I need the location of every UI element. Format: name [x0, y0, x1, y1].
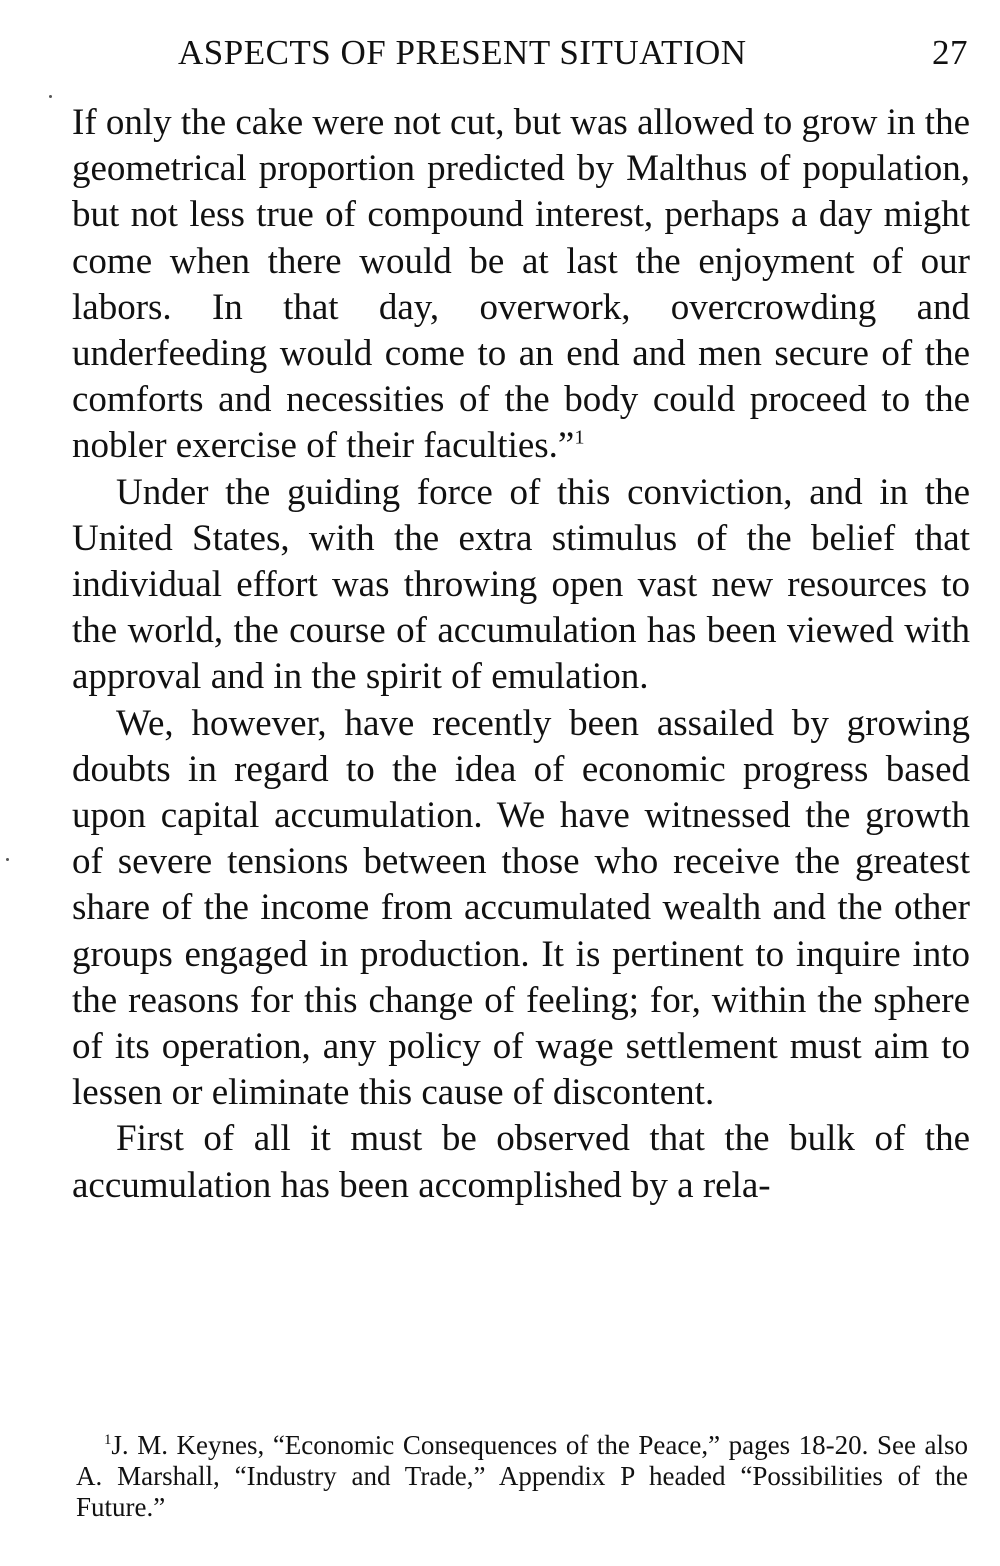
page-number: 27 [932, 33, 968, 72]
footnote-1-text: J. M. Keynes, “Economic Consequences of the Peace,” pages 18-20. See also A. Marshall, “Industry and Trade,” Appendix P headed “Possibilities of the Future.” [76, 1430, 968, 1522]
paragraph-1-text: If only the cake were not cut, but was allowed to grow in the geometrical proportion predicted by Malthus of population, but not less true of compound interest, perhaps a day might come when there would be at last the enjoyment of our labors. In that day, overwork, overcrowding and underfeeding would come to an end and men secure of the comforts and necessities of the body could proceed to the nobler exercise of their faculties.” [72, 102, 971, 467]
paragraph-4: First of all it must be observed that the bulk of the accumulation has been accomplished by a rela- [72, 1118, 970, 1206]
footnote-marker: 1 [104, 1432, 112, 1448]
scan-speck [49, 95, 52, 98]
running-head [178, 28, 968, 78]
body-text [72, 100, 970, 1209]
footnote-reference: 1 [574, 427, 585, 450]
paragraph-3: We, however, have recently been assailed by growing doubts in regard to the idea of economic progress based upon capital accumulation. We have witnessed the growth of severe tensions between those who receive the greatest share of the income from accumulated wealth and the other groups engaged in production. It is pertinent to inquire into the reasons for this change of feeling; for, within the sphere of its operation, any policy of wage settlement must aim to lessen or eliminate this cause of discontent. [72, 702, 970, 1114]
footnotes [76, 1430, 968, 1523]
paragraph-2: Under the guiding force of this conviction, and in the United States, with the extra stimulus of the belief that individual effort was throwing open vast new resources to the world, the course of accumulation has been viewed with approval and in the spirit of emulation. [72, 471, 970, 698]
scan-speck [6, 858, 9, 861]
footnote-1 [76, 1430, 968, 1523]
paragraph-1 [72, 100, 970, 470]
running-head-title: ASPECTS OF PRESENT SITUATION [178, 33, 747, 72]
